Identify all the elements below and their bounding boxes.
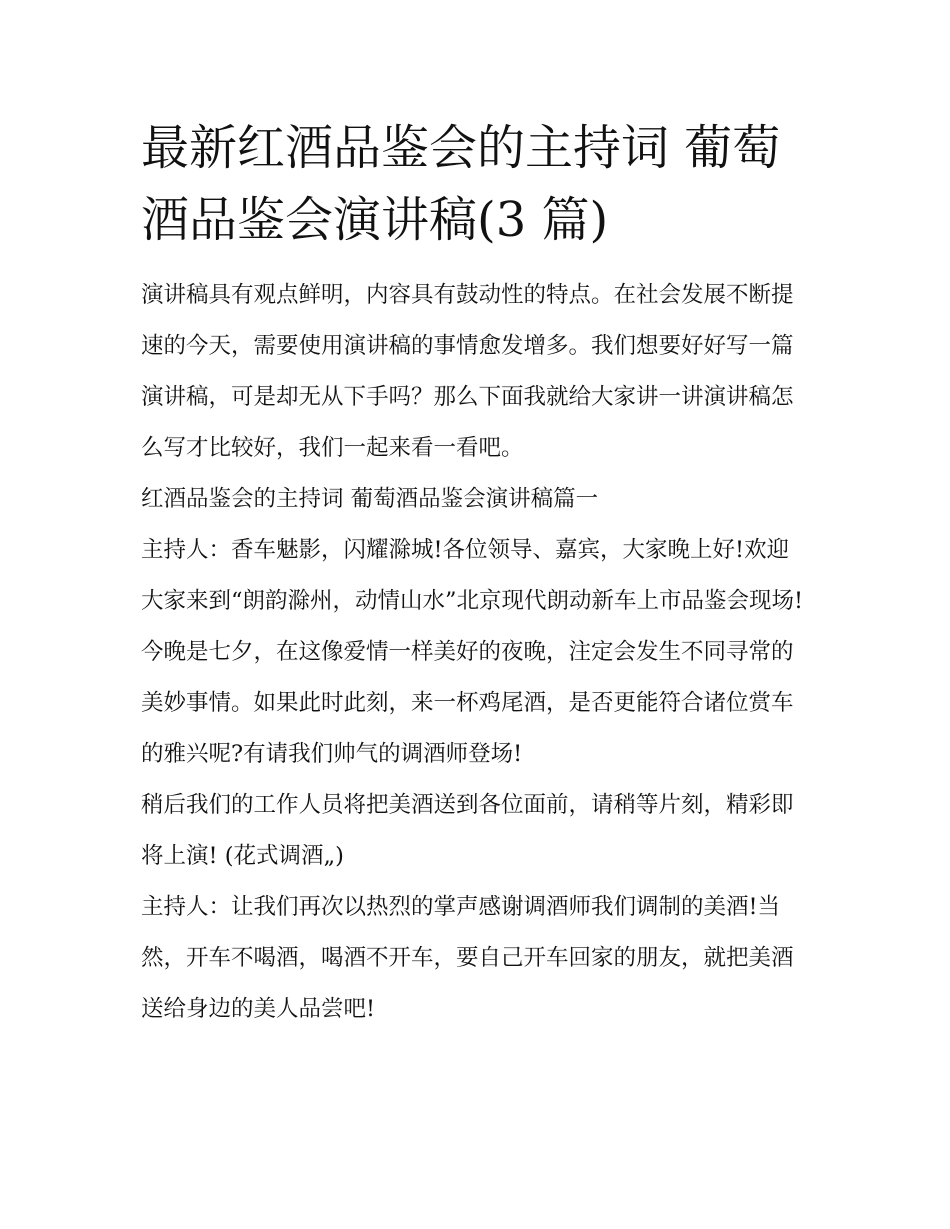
paragraph-qixi: 今晚是七夕，在这像爱情一样美好的夜晚，注定会发生不同寻常的美妙事情。如果此时此刻，来一杯鸡尾酒，是否更能符合诸位赏车的雅兴呢?有请我们帅气的调酒师登场! xyxy=(141,639,794,767)
paragraph-wine-serving: 稍后我们的工作人员将把美酒送到各位面前，请稍等片刻，精彩即将上演! (花式调酒„) xyxy=(141,792,794,869)
document-page xyxy=(141,112,811,1035)
section-heading: 红酒品鉴会的主持词 葡萄酒品鉴会演讲稿篇一 xyxy=(141,486,599,512)
paragraph-host-thanks: 主持人：让我们再次以热烈的掌声感谢调酒师我们调制的美酒!当然，开车不喝酒，喝酒不开车，要自己开车回家的朋友，就把美酒送给身边的美人品尝吧! xyxy=(141,894,794,1022)
paragraph-host-opening: 主持人：香车魅影，闪耀滁城!各位领导、嘉宾，大家晚上好!欢迎大家来到“朗韵滁州，动情山水”北京现代朗动新车上市品鉴会现场! xyxy=(141,537,804,614)
document-body xyxy=(141,270,811,1035)
document-title: 最新红酒品鉴会的主持词 葡萄酒品鉴会演讲稿(3 篇) xyxy=(141,120,781,248)
paragraph-intro: 演讲稿具有观点鲜明，内容具有鼓动性的特点。在社会发展不断提速的今天，需要使用演讲稿的事情愈发增多。我们想要好好写一篇演讲稿，可是却无从下手吗？那么下面我就给大家讲一讲演讲稿怎么写才比较好，我们一起来看一看吧。 xyxy=(141,282,794,461)
